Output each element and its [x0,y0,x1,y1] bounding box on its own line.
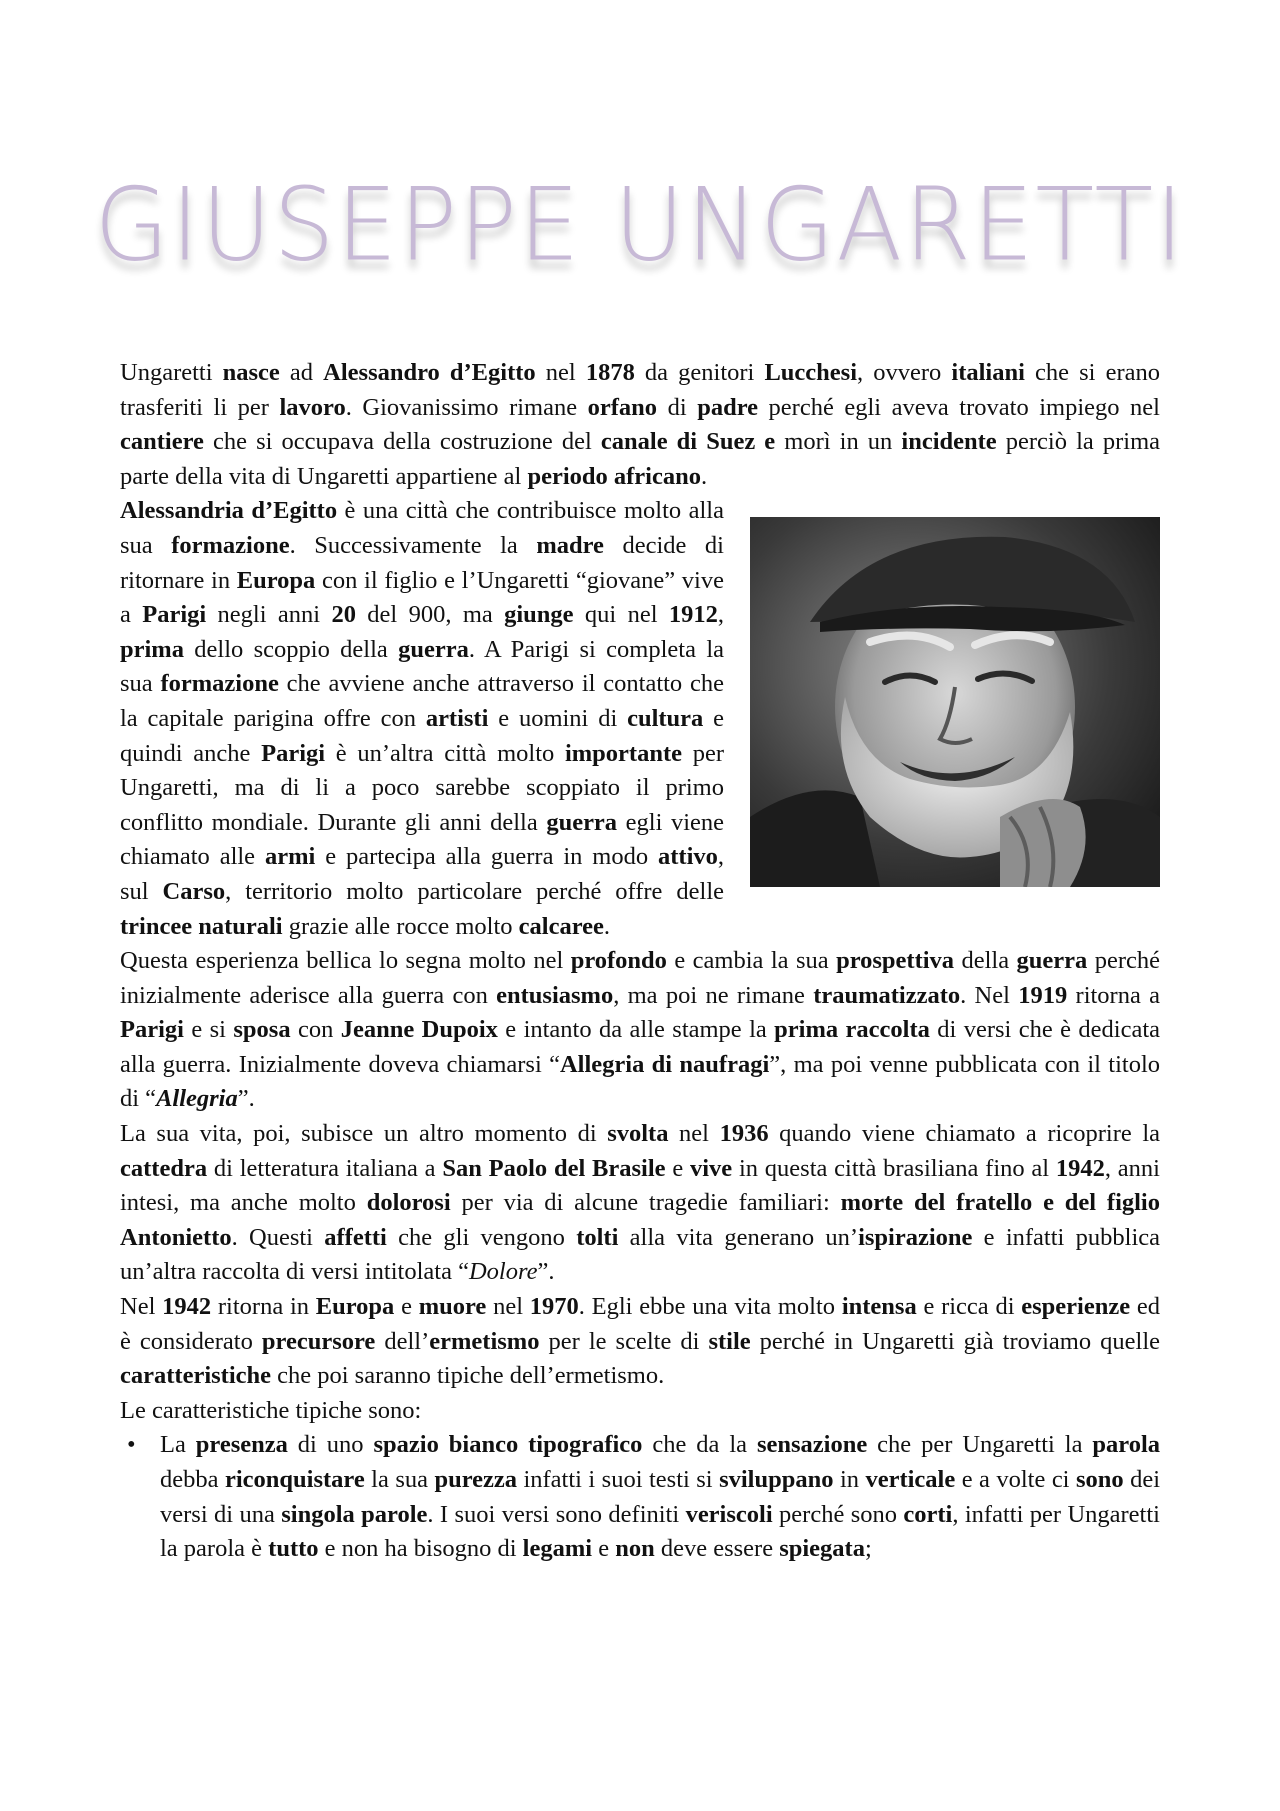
bold-text: Carso [162,877,226,905]
title-area [0,150,1280,300]
bold-text: Alessandro d’Egitto [323,359,536,386]
bold-text: esperienze [1021,1293,1131,1321]
bold-text: 1878 [585,359,635,386]
bold-text: armi [264,843,316,871]
bold-text: sposa [233,1016,291,1044]
bullet-icon: • [127,1431,136,1459]
bold-text: prima raccolta [774,1016,930,1044]
portrait-photo [750,517,1160,887]
page-title: GIUSEPPE UNGARETTI [94,166,1186,284]
bold-text: morte del fratello e del figlio Antonietto [120,1189,1160,1251]
bold-text: 1942 [1055,1154,1105,1182]
paragraph: Questa esperienza bellica lo segna molto nel profondo e cambia la sua prospettiva della guerra perché inizialmente aderisce alla guerra con entusiasmo, ma poi ne rimane traumatizzato. Nel 1919 ritorna a Parigi e si sposa con Jeanne Dupoix e intanto da alle stampe la prima raccolta di versi che è dedicata alla guerra. Inizialmente doveva chiamarsi “Allegria di naufragi”, ma poi venne pubblicata con il titolo di “Allegria”. [120,947,1161,1113]
bold-text: Parigi [261,739,326,767]
bold-text: presenza [195,1431,288,1459]
bold-text: corti [903,1500,953,1528]
bold-text: calcaree [518,912,604,940]
bold-text: 20 [331,601,356,629]
bold-text: entusiasmo [496,981,614,1009]
bold-text: 1936 [719,1120,769,1148]
bold-text: formazione [160,670,279,698]
bold-text: trincee naturali [120,912,283,940]
bold-text: attivo [658,843,718,871]
bold-text: Allegria [156,1085,238,1113]
bold-text: 1919 [1018,981,1068,1009]
bold-text: lavoro [279,393,346,421]
bold-text: tutto [268,1535,319,1563]
bold-text: veriscoli [685,1500,773,1528]
bold-text: purezza [434,1466,517,1493]
bold-text: affetti [324,1223,387,1251]
paragraph: Le caratteristiche tipiche sono: [120,1396,422,1424]
bold-text: guerra [1016,947,1088,975]
bold-text: ermetismo [429,1327,540,1355]
bold-text: profondo [570,947,667,975]
bold-text: parola [1092,1431,1161,1459]
bold-text: Europa [315,1293,395,1321]
bold-text: prospettiva [836,947,955,975]
bold-text: traumatizzato [813,981,961,1009]
bold-text: caratteristiche [120,1362,271,1390]
bold-text: formazione [171,531,290,559]
paragraph: La sua vita, poi, subisce un altro momento di svolta nel 1936 quando viene chiamato a ricoprire la cattedra di letteratura italiana a San Paolo del Brasile e vive in questa città brasiliana fino al 1942, anni intesi, ma anche molto dolorosi per via di alcune tragedie familiari: morte del fratello e del figlio Antonietto. Questi affetti che gli vengono tolti alla vita generano un’ispirazione e infatti pubblica un’altra raccolta di versi intitolata “Dolore”. [120,1120,1160,1286]
bold-text: Parigi [142,601,207,629]
bold-text: 1970 [529,1293,579,1321]
bold-text: italiani [951,359,1025,386]
bullet-list [120,1428,1160,1566]
bold-text: 1942 [162,1293,212,1321]
bold-text: sono [1075,1466,1124,1493]
bold-text: prima [120,635,184,663]
list-item-text: La presenza di uno spazio bianco tipografico che da la sensazione che per Ungaretti la parola debba riconquistare la sua purezza infatti i suoi testi si sviluppano in verticale e a volte ci sono dei versi di una singola parole. I suoi versi sono definiti veriscoli perché sono corti, infatti per Ungaretti la parola è tutto e non ha bisogno di legami e non deve essere spiegata; [160,1431,1161,1563]
bold-text: riconquistare [224,1466,365,1493]
bold-text: spiegata [779,1535,865,1563]
bold-text: Lucchesi [764,359,858,386]
bold-text: precursore [261,1327,376,1355]
bold-text: periodo africano [527,462,701,490]
bold-text: muore [418,1293,487,1321]
document-body [120,356,1160,1567]
list-item [120,1428,1160,1566]
bold-text: incidente [901,428,997,456]
bold-text: San Paolo del Brasile [442,1154,666,1182]
bold-text: legami [522,1535,593,1563]
bold-text: non [615,1535,655,1563]
bold-text: spazio bianco tipografico [373,1431,643,1459]
bold-text: tolti [576,1223,619,1251]
bold-text: sviluppano [719,1466,834,1493]
paragraph: Alessandria d’Egitto è una città che contribuisce molto alla sua formazione. Successivamente la madre decide di ritornare in Europa con il figlio e l’Ungaretti “giovane” vive a Parigi negli anni 20 del 900, ma giunge qui nel 1912, prima dello scoppio della guerra. A Parigi si completa la sua formazione che avviene anche attraverso il contatto che la capitale parigina offre con artisti e uomini di cultura e quindi anche Parigi è un’altra città molto importante per Ungaretti, ma di li a poco sarebbe scoppiato il primo conflitto mondiale. Durante gli anni della guerra egli viene chiamato alle armi e partecipa alla guerra in modo attivo, sul Carso, territorio molto particolare perché offre delle trincee naturali grazie alle rocce molto calcaree. [120,497,725,940]
bold-text: importante [564,739,682,767]
paragraph: Ungaretti nasce ad Alessandro d’Egitto nel 1878 da genitori Lucchesi, ovvero italiani che si erano trasferiti li per lavoro. Giovanissimo rimane orfano di padre perché egli aveva trovato impiego nel cantiere che si occupava della costruzione del canale di Suez e morì in un incidente perciò la prima parte della vita di Ungaretti appartiene al periodo africano. [120,359,1160,490]
bold-text: Alessandria d’Egitto [120,497,338,525]
bold-text: Allegria di naufragi [559,1050,770,1078]
bold-text: ispirazione [858,1223,973,1251]
bold-text: canale di Suez e [600,428,776,456]
bold-text: artisti [425,704,489,732]
bold-text: cantiere [120,428,204,456]
bold-text: orfano [587,393,658,421]
bold-text: intensa [841,1293,917,1321]
bold-text: dolorosi [366,1189,451,1217]
portrait-photo-icon [750,517,1160,887]
bold-text: svolta [607,1120,669,1148]
bold-text: cattedra [120,1154,208,1182]
bold-text: guerra [398,635,469,663]
bold-text: madre [536,531,604,559]
paragraph: Nel 1942 ritorna in Europa e muore nel 1970. Egli ebbe una vita molto intensa e ricca di esperienze ed è considerato precursore dell’ermetismo per le scelte di stile perché in Ungaretti già troviamo quelle caratteristiche che poi saranno tipiche dell’ermetismo. [120,1293,1160,1390]
bold-text: sensazione [756,1431,868,1459]
bold-text: Jeanne Dupoix [340,1016,498,1044]
bold-text: nasce [222,359,280,386]
bold-text: cultura [627,704,704,732]
bold-text: verticale [865,1466,956,1493]
bold-text: padre [697,393,758,421]
italic-text: Dolore [468,1258,538,1286]
bold-text: Parigi [120,1016,184,1044]
bold-text: Europa [236,566,316,594]
bold-text: 1912 [668,601,718,629]
bold-text: giunge [504,601,574,629]
bold-text: stile [708,1327,751,1355]
bold-text: vive [689,1154,733,1182]
bold-text: guerra [546,808,618,836]
bold-text: singola parole [281,1500,428,1528]
